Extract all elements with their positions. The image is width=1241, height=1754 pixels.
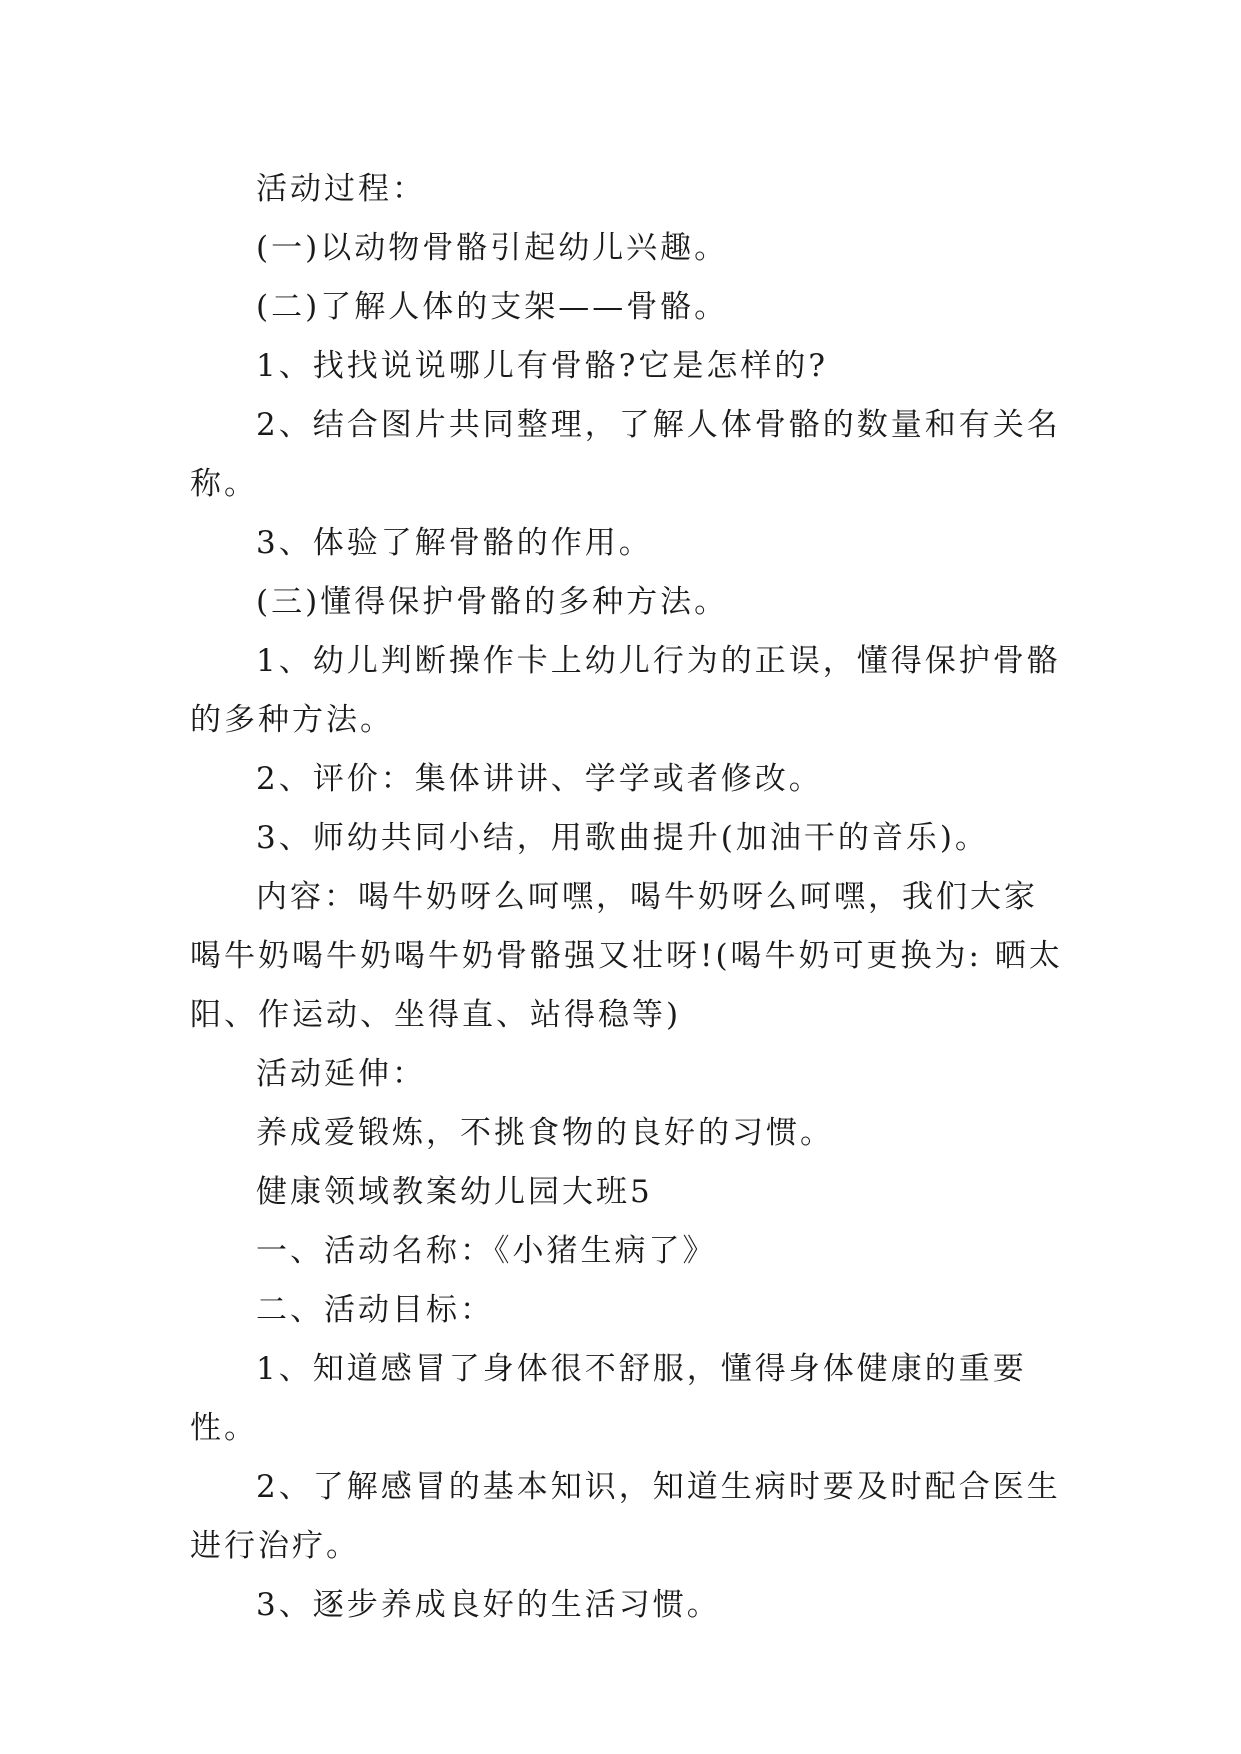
paragraph: 1、知道感冒了身体很不舒服，懂得身体健康的重要性。 [190, 1351, 1027, 1446]
paragraph: 1、找找说说哪儿有骨骼?它是怎样的? [256, 348, 828, 384]
paragraph: 二、活动目标： [256, 1292, 494, 1328]
paragraph: 2、了解感冒的基本知识，知道生病时要及时配合医生进行治疗。 [190, 1469, 1061, 1564]
paragraph: 养成爱锻炼，不挑食物的良好的习惯。 [256, 1115, 834, 1151]
paragraph: 3、逐步养成良好的生活习惯。 [256, 1587, 721, 1623]
paragraph: 2、评价：集体讲讲、学学或者修改。 [256, 761, 823, 797]
section-heading-activity-process: 活动过程： [256, 171, 426, 207]
paragraph: (二)了解人体的支架——骨骼。 [256, 289, 729, 325]
song-lyrics-paragraph: 内容：喝牛奶呀么呵嘿，喝牛奶呀么呵嘿，我们大家喝牛奶喝牛奶喝牛奶骨骼强又壮呀!(喝牛奶可更换为: 晒太阳、作运动、坐得直、站得稳等) [190, 879, 1063, 1033]
lesson-plan-title: 健康领域教案幼儿园大班5 [256, 1174, 653, 1210]
paragraph: (一)以动物骨骼引起幼儿兴趣。 [256, 230, 729, 266]
section-heading-activity-extension: 活动延伸： [256, 1056, 426, 1092]
paragraph: 一、活动名称：《小猪生病了》 [256, 1233, 717, 1269]
paragraph: 2、结合图片共同整理，了解人体骨骼的数量和有关名称。 [190, 407, 1061, 502]
document-body [190, 160, 1070, 1635]
paragraph: (三)懂得保护骨骼的多种方法。 [256, 584, 729, 620]
paragraph: 3、师幼共同小结，用歌曲提升(加油干的音乐)。 [256, 820, 989, 856]
paragraph: 1、幼儿判断操作卡上幼儿行为的正误，懂得保护骨骼的多种方法。 [190, 643, 1061, 738]
paragraph: 3、体验了解骨骼的作用。 [256, 525, 653, 561]
